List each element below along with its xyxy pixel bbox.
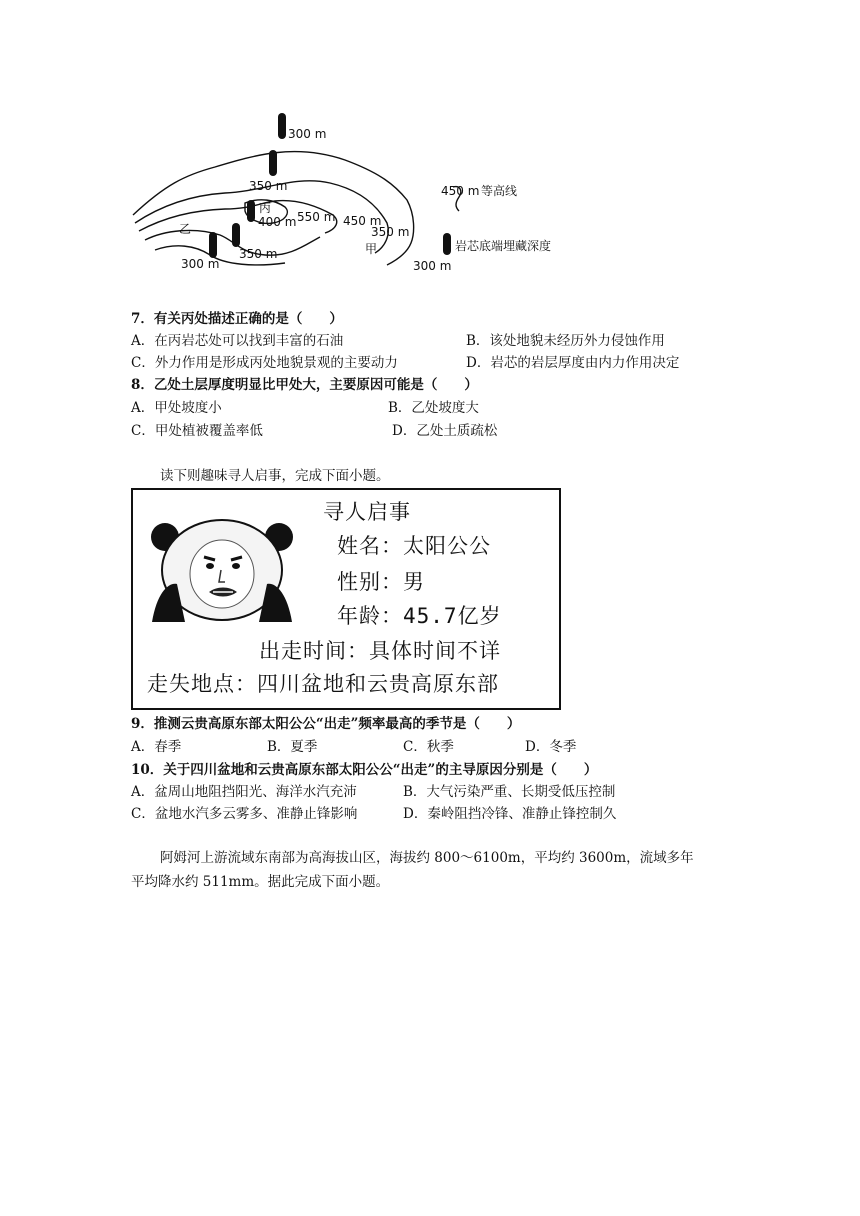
panda-meme-image — [147, 512, 297, 622]
label-400: 400 m — [258, 215, 297, 229]
q7-option-c[interactable]: C．外力作用是形成丙处地貌景观的主要动力 — [131, 355, 398, 371]
label-jia: 甲 — [365, 242, 378, 256]
q8-option-c[interactable]: C．甲处植被覆盖率低 — [131, 423, 263, 439]
label-350-bottom: 350 m — [239, 247, 278, 261]
rock-core-bing — [247, 200, 255, 222]
label-yi: 乙 — [179, 222, 192, 236]
q7-stem: 7．有关丙处描述正确的是（ ） — [131, 311, 343, 327]
q8-option-a[interactable]: A．甲处坡度小 — [131, 400, 222, 416]
q9-option-d[interactable]: D．冬季 — [525, 739, 577, 755]
notice-time: 出走时间：具体时间不详 — [259, 639, 501, 663]
label-300-top: 300 m — [288, 127, 327, 141]
rock-core-top — [278, 113, 286, 139]
label-bing: 丙 — [259, 201, 272, 215]
label-350-upper: 350 m — [249, 179, 288, 193]
q10-option-a[interactable]: A．盆周山地阻挡阳光、海洋水汽充沛 — [131, 784, 357, 800]
rock-core-left — [209, 232, 217, 258]
notice-name: 姓名：太阳公公 — [337, 534, 491, 558]
intro-amu-darya-line2: 平均降水约 511mm。据此完成下面小题。 — [131, 874, 390, 890]
notice-age: 年龄：45.7亿岁 — [337, 604, 502, 628]
q10-option-d[interactable]: D．秦岭阻挡冷锋、准静止锋控制久 — [403, 806, 617, 822]
q8-stem: 8．乙处土层厚度明显比甲处大，主要原因可能是（ ） — [131, 377, 478, 393]
q9-option-a[interactable]: A．春季 — [131, 739, 182, 755]
rock-core-upper — [269, 150, 277, 176]
missing-person-notice — [131, 488, 561, 710]
legend-core-text: 岩芯底端埋藏深度 — [455, 239, 552, 253]
intro-amu-darya-line1: 阿姆河上游流域东南部为高海拔山区，海拔约 800～6100m，平均约 3600m，流域多年 — [160, 850, 694, 866]
label-300-left: 300 m — [181, 257, 220, 271]
contour-map-figure — [125, 105, 605, 285]
legend-contour-text: 等高线 — [481, 184, 518, 198]
q10-option-b[interactable]: B．大气污染严重、长期受低压控制 — [403, 784, 616, 800]
notice-gender: 性别：男 — [337, 570, 425, 594]
label-550: 550 m — [297, 210, 336, 224]
notice-title: 寻人启事 — [323, 500, 411, 524]
notice-place: 走失地点：四川盆地和云贵高原东部 — [147, 672, 499, 696]
q7-option-b[interactable]: B．该处地貌未经历外力侵蚀作用 — [466, 333, 665, 349]
intro-notice: 读下则趣味寻人启事，完成下面小题。 — [160, 468, 390, 484]
q8-option-d[interactable]: D．乙处土质疏松 — [392, 423, 498, 439]
rock-core-middle — [232, 223, 240, 247]
legend-contour-value: 450 m — [441, 184, 480, 198]
q9-option-c[interactable]: C．秋季 — [403, 739, 454, 755]
q7-option-d[interactable]: D．岩芯的岩层厚度由内力作用决定 — [466, 355, 680, 371]
q10-option-c[interactable]: C．盆地水汽多云雾多、准静止锋影响 — [131, 806, 358, 822]
legend-core-symbol — [443, 233, 451, 255]
q8-option-b[interactable]: B．乙处坡度大 — [388, 400, 479, 416]
q7-option-a[interactable]: A．在丙岩芯处可以找到丰富的石油 — [131, 333, 344, 349]
q9-option-b[interactable]: B．夏季 — [267, 739, 318, 755]
label-300-right: 300 m — [413, 259, 452, 273]
label-350-right: 350 m — [371, 225, 410, 239]
q9-stem: 9．推测云贵高原东部太阳公公“出走”频率最高的季节是（ ） — [131, 716, 521, 732]
q10-stem: 10．关于四川盆地和云贵高原东部太阳公公“出走”的主导原因分别是（ ） — [131, 762, 598, 778]
label-450: 450 m — [343, 214, 382, 228]
